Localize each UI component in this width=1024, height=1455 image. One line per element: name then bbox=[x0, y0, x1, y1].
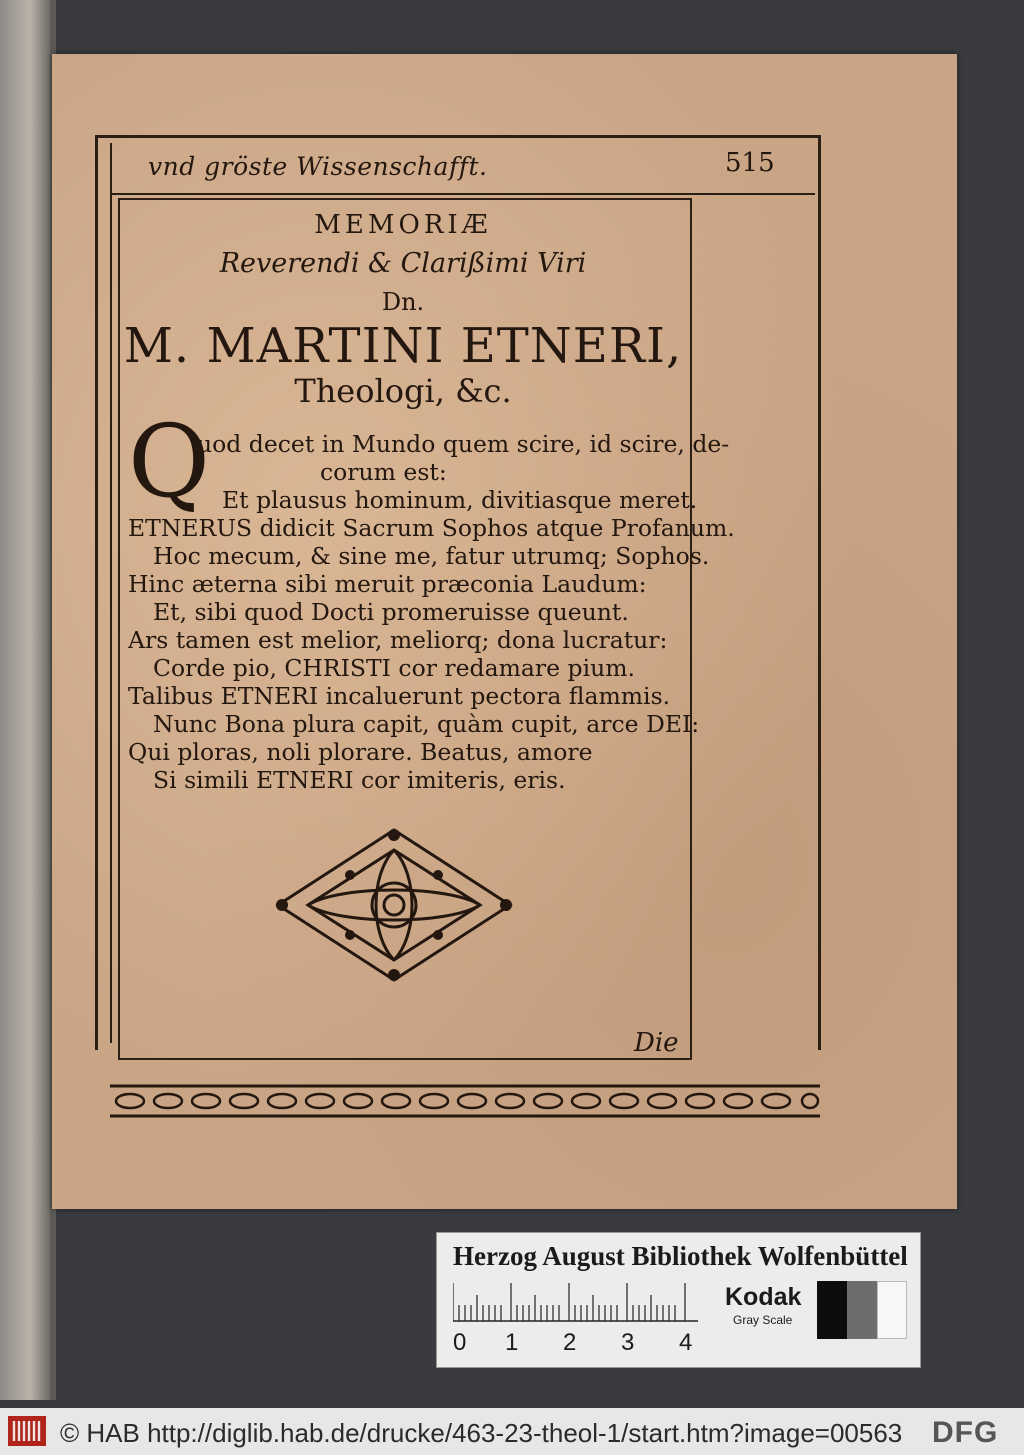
title-dn: Dn. bbox=[381, 288, 425, 316]
floral-ornament-icon bbox=[270, 825, 518, 985]
ruler-scale bbox=[453, 1283, 698, 1323]
poem-line: ETNERUS didicit Sacrum Sophos atque Profanum. bbox=[128, 514, 735, 542]
poem-line: Corde pio, CHRISTI cor redamare pium. bbox=[153, 654, 635, 682]
decorative-border bbox=[110, 1082, 820, 1120]
title-memoriae: MEMORIÆ bbox=[314, 210, 492, 240]
title-theologi: Theologi, &c. bbox=[294, 372, 512, 410]
ruler-number: 1 bbox=[505, 1329, 519, 1356]
poem-line: Hinc æterna sibi meruit præconia Laudum: bbox=[128, 570, 647, 598]
gray-swatch-mid bbox=[847, 1281, 877, 1339]
poem-line: Hoc mecum, & sine me, fatur utrumq; Sophos. bbox=[153, 542, 710, 570]
poem-line: Talibus ETNERI incaluerunt pectora flammis. bbox=[128, 682, 671, 710]
library-name: Herzog August Bibliothek Wolfenbüttel bbox=[453, 1241, 908, 1271]
drop-cap: Q bbox=[128, 403, 210, 520]
header-rule bbox=[110, 193, 815, 195]
poem-line: Ars tamen est melior, meliorq; dona lucratur: bbox=[128, 626, 668, 654]
previous-page-edge bbox=[0, 0, 50, 1400]
catchword: Die bbox=[634, 1028, 679, 1058]
hab-logo-icon bbox=[8, 1416, 46, 1446]
running-head: vnd gröste Wissenschafft. bbox=[148, 152, 488, 181]
title-reverendi: Reverendi & Clarißimi Viri bbox=[219, 248, 587, 279]
poem-line: Et, sibi quod Docti promeruisse queunt. bbox=[153, 598, 629, 626]
ruler-number: 2 bbox=[563, 1329, 577, 1356]
copyright-url[interactable]: © HAB http://diglib.hab.de/drucke/463-23-theol-1/start.htm?image=00563 bbox=[60, 1418, 903, 1448]
gray-swatch-white bbox=[877, 1281, 907, 1339]
page-number: 515 bbox=[725, 148, 775, 178]
ruler-number: 4 bbox=[679, 1329, 693, 1356]
ruler-number: 3 bbox=[621, 1329, 635, 1356]
kodak-gray-scale-label: Gray Scale bbox=[733, 1313, 793, 1327]
ruler-number: 0 bbox=[453, 1329, 467, 1356]
footer-bar bbox=[0, 1408, 1024, 1455]
title-name: M. MARTINI ETNERI, bbox=[123, 318, 683, 374]
gray-swatch-black bbox=[817, 1281, 847, 1339]
poem-line: Qui ploras, noli plorare. Beatus, amore bbox=[128, 738, 593, 766]
poem-line: corum est: bbox=[320, 458, 447, 486]
dfg-logo: DFG bbox=[932, 1416, 999, 1449]
poem-line: uod decet in Mundo quem scire, id scire, de- bbox=[197, 430, 730, 458]
poem-line: Et plausus hominum, divitiasque meret. bbox=[222, 486, 698, 514]
color-calibration-card bbox=[436, 1232, 921, 1368]
poem-line: Si simili ETNERI cor imiteris, eris. bbox=[153, 766, 566, 794]
kodak-brand: Kodak bbox=[725, 1283, 802, 1311]
poem-line: Nunc Bona plura capit, quàm cupit, arce DEI: bbox=[153, 710, 700, 738]
